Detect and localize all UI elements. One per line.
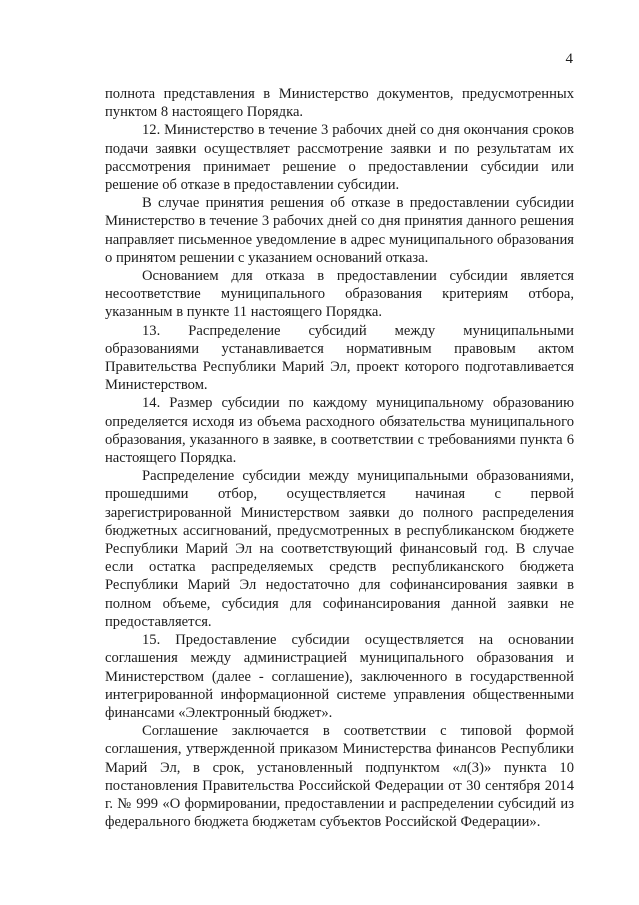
paragraph: Основанием для отказа в предоставлении субсидии является несоответствие муниципального образования критериям отбора, указанным в пункте 11 настоящего Порядка. [105, 268, 574, 321]
paragraph: 14. Размер субсидии по каждому муниципальному образованию определяется исходя из объема расходного обязательства муниципального образования, указанного в заявке, в соответствии с требованиями пункта 6 настоящего Порядка. [105, 395, 574, 467]
page-number: 4 [565, 51, 573, 67]
paragraph: Распределение субсидии между муниципальными образованиями, прошедшими отбор, осуществляется начиная с первой зарегистрированной Министерством заявки до полного распределения бюджетных ассигнований, предусмотренных в республиканском бюджете Республики Марий Эл на соответствующий финансовый год. В случае если остатка распределяемых средств республиканского бюджета Республики Марий Эл недостаточно для софинансирования заявки в полном объеме, субсидия для софинансирования данной заявки не предоставляется. [105, 468, 574, 630]
paragraph: В случае принятия решения об отказе в предоставлении субсидии Министерство в течение 3 рабочих дней со дня принятия данного решения направляет письменное уведомление в адрес муниципального образования о принятом решении с указанием оснований отказа. [105, 195, 574, 266]
document-body [105, 85, 574, 831]
paragraph: Соглашение заключается в соответствии с типовой формой соглашения, утвержденной приказом Министерства финансов Республики Марий Эл, в срок, установленный подпунктом «л(3)» пункта 10 постановления Правительства Российской Федерации от 30 сентября 2014 г. № 999 «О формировании, предоставлении и распределении субсидий из федерального бюджета бюджетам субъектов Российской Федерации». [105, 723, 574, 831]
paragraph: 12. Министерство в течение 3 рабочих дней со дня окончания сроков подачи заявки осуществляет рассмотрение заявки и по результатам их рассмотрения принимает решение о предоставлении субсидии или решение об отказе в предоставлении субсидии. [105, 122, 574, 194]
paragraph: 15. Предоставление субсидии осуществляется на основании соглашения между администрацией муниципального образования и Министерством (далее - соглашение), заключенного в государственной интегрированной информационной системе управления общественными финансами «Электронный бюджет». [105, 632, 574, 721]
paragraph: 13. Распределение субсидий между муниципальными образованиями устанавливается нормативным правовым актом Правительства Республики Марий Эл, проект которого подготавливается Министерством. [105, 322, 574, 394]
paragraph: полнота представления в Министерство документов, предусмотренных пунктом 8 настоящего Порядка. [105, 86, 574, 121]
